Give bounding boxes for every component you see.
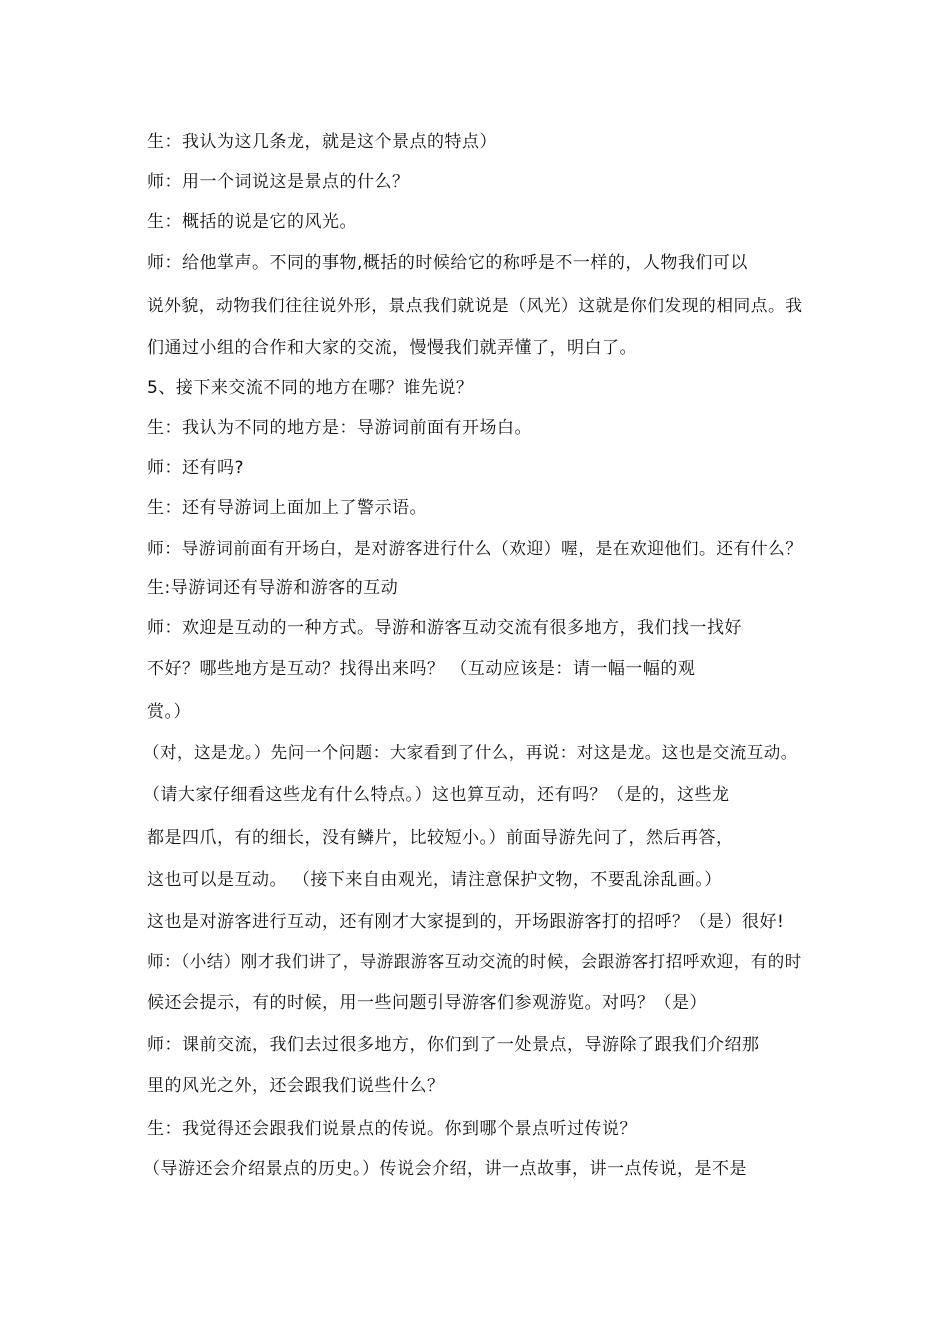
text-line-3: 生：概括的说是它的风光。 [147, 212, 357, 232]
text-line-16: （对，这是龙。）先问一个问题：大家看到了什么，再说：对这是龙。这也是交流互动。 [143, 743, 798, 762]
text-line-8: 生：我认为不同的地方是：导游词前面有开场白。 [147, 418, 532, 438]
text-line-23: 师：课前交流，我们去过很多地方，你们到了一处景点，导游除了跟我们介绍那 [147, 1035, 760, 1055]
text-line-9: 师：还有吗? [147, 458, 245, 478]
text-line-5: 说外貌，动物我们往往说外形，景点我们就说是（风光）这就是你们发现的相同点。我 [147, 295, 803, 315]
text-line-18: 都是四爪，有的细长，没有鳞片，比较短小。）前面导游先问了，然后再答， [147, 828, 734, 848]
text-line-20: 这也是对游客进行互动，还有刚才大家提到的，开场跟游客打的招呼？（是）很好! [147, 912, 785, 932]
text-line-11: 师：导游词前面有开场白，是对游客进行什么（欢迎）喔，是在欢迎他们。还有什么？ [147, 538, 803, 558]
text-line-7: 5、接下来交流不同的地方在哪？谁先说？ [147, 378, 474, 398]
text-line-12: 生:导游词还有导游和游客的互动 [147, 578, 399, 598]
text-line-4: 师：给他掌声。不同的事物,概括的时候给它的称呼是不一样的，人物我们可以 [147, 253, 748, 273]
text-line-1: 生：我认为这几条龙，就是这个景点的特点） [147, 132, 497, 152]
text-line-21: 师：（小结）刚才我们讲了，导游跟游客互动交流的时候，会跟游客打招呼欢迎，有的时 [147, 952, 802, 971]
text-line-26: （导游还会介绍景点的历史。）传说会介绍，讲一点故事，讲一点传说，是不是 [143, 1159, 747, 1179]
text-line-10: 生：还有导游词上面加上了警示语。 [147, 498, 427, 518]
text-line-15: 赏。） [147, 702, 191, 722]
text-line-25: 生：我觉得还会跟我们说景点的传说。你到哪个景点听过传说？ [147, 1119, 637, 1139]
text-line-2: 师：用一个词说这是景点的什么？ [147, 172, 410, 192]
text-line-14: 不好？哪些地方是互动？找得出来吗？ （互动应该是：请一幅一幅的观 [147, 659, 696, 679]
text-line-24: 里的风光之外，还会跟我们说些什么？ [147, 1076, 445, 1096]
text-line-13: 师：欢迎是互动的一种方式。导游和游客互动交流有很多地方，我们找一找好 [147, 618, 742, 638]
text-line-22: 候还会提示，有的时候，用一些问题引导游客们参观游览。对吗？（是） [147, 993, 707, 1013]
text-line-17: （请大家仔细看这些龙有什么特点。）这也算互动，还有吗？（是的，这些龙 [143, 785, 730, 805]
text-line-6: 们通过小组的合作和大家的交流，慢慢我们就弄懂了，明白了。 [147, 338, 637, 358]
text-line-19: 这也可以是互动。 （接下来自由观光，请注意保护文物，不要乱涂乱画。） [147, 870, 722, 890]
